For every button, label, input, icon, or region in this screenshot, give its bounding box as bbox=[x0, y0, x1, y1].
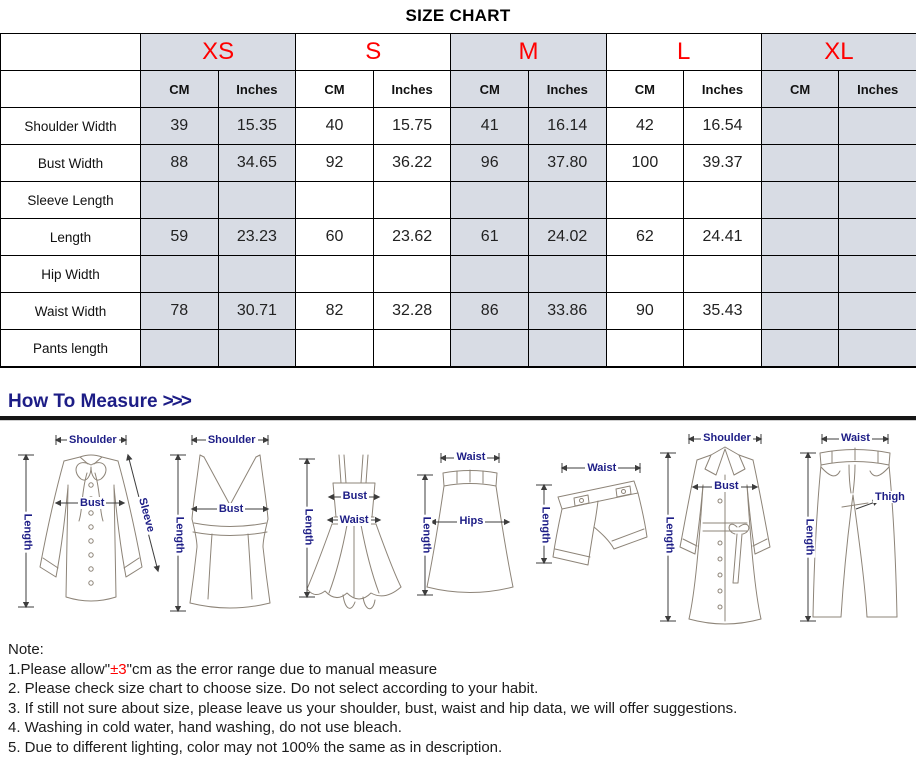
note-text: 5. Due to different lighting, color may not 100% the same as in description. bbox=[8, 739, 502, 756]
cell-bust-width-l-inches: 39.37 bbox=[684, 145, 762, 182]
row-label-waist-width: Waist Width bbox=[1, 293, 141, 330]
table-head bbox=[1, 34, 916, 108]
coat-outline bbox=[680, 447, 770, 624]
row-label-pants-length: Pants length bbox=[1, 330, 141, 368]
cell-length-s-cm: 60 bbox=[296, 219, 374, 256]
pants-length-label: Length bbox=[803, 517, 815, 558]
corner-blank-units bbox=[1, 71, 141, 108]
chevrons-icon: >>> bbox=[163, 391, 190, 412]
cell-pants-length-xs-cm bbox=[141, 330, 219, 368]
cell-hip-width-xs-inches bbox=[218, 256, 296, 293]
unit-header-l-cm: CM bbox=[606, 71, 684, 108]
cell-waist-width-l-cm: 90 bbox=[606, 293, 684, 330]
cell-waist-width-xl-cm bbox=[761, 293, 839, 330]
cell-sleeve-length-xs-cm bbox=[141, 182, 219, 219]
skirt-waist-label: Waist bbox=[454, 451, 487, 463]
note-item-1 bbox=[8, 660, 916, 680]
notes-section bbox=[8, 640, 916, 757]
figure-shorts bbox=[528, 427, 652, 631]
tank-bust-label: Bust bbox=[217, 503, 245, 515]
cell-shoulder-width-l-cm: 42 bbox=[606, 108, 684, 145]
cell-sleeve-length-l-inches bbox=[684, 182, 762, 219]
cell-hip-width-l-inches bbox=[684, 256, 762, 293]
row-label-shoulder-width: Shoulder Width bbox=[1, 108, 141, 145]
note-text: 2. Please check size chart to choose size. Do not select according to your habit. bbox=[8, 680, 538, 697]
pants-waist-label: Waist bbox=[839, 432, 872, 444]
cell-sleeve-length-m-inches bbox=[529, 182, 607, 219]
cell-shoulder-width-m-cm: 41 bbox=[451, 108, 529, 145]
skirt-hips-label: Hips bbox=[457, 515, 485, 527]
cell-hip-width-s-cm bbox=[296, 256, 374, 293]
unit-header-xl-cm: CM bbox=[761, 71, 839, 108]
cell-shoulder-width-l-inches: 16.54 bbox=[684, 108, 762, 145]
row-label-length: Length bbox=[1, 219, 141, 256]
figure-tank-top bbox=[166, 427, 294, 631]
note-item-2 bbox=[8, 679, 916, 699]
cell-length-l-cm: 62 bbox=[606, 219, 684, 256]
cell-bust-width-l-cm: 100 bbox=[606, 145, 684, 182]
table-body bbox=[1, 108, 916, 368]
unit-header-xl-inches: Inches bbox=[839, 71, 916, 108]
cell-sleeve-length-s-inches bbox=[373, 182, 451, 219]
cell-pants-length-xl-inches bbox=[839, 330, 916, 368]
blouse-length-label: Length bbox=[21, 512, 33, 553]
note-item-4 bbox=[8, 718, 916, 738]
cell-hip-width-xs-cm bbox=[141, 256, 219, 293]
cell-pants-length-l-inches bbox=[684, 330, 762, 368]
unit-header-xs-cm: CM bbox=[141, 71, 219, 108]
cell-hip-width-xl-inches bbox=[839, 256, 916, 293]
cell-hip-width-xl-cm bbox=[761, 256, 839, 293]
cell-length-s-inches: 23.62 bbox=[373, 219, 451, 256]
skirt-length-label: Length bbox=[421, 515, 433, 556]
blouse-shoulder-label: Shoulder bbox=[67, 434, 119, 446]
cell-length-xl-inches bbox=[839, 219, 916, 256]
dress-waist-label: Waist bbox=[338, 514, 371, 526]
row-label-hip-width: Hip Width bbox=[1, 256, 141, 293]
cell-waist-width-l-inches: 35.43 bbox=[684, 293, 762, 330]
pants-thigh-label: Thigh bbox=[873, 491, 907, 503]
figure-blouse bbox=[10, 427, 165, 631]
size-header-xl: XL bbox=[761, 34, 916, 71]
how-to-measure-text: How To Measure bbox=[8, 391, 158, 412]
cell-pants-length-xs-inches bbox=[218, 330, 296, 368]
cell-length-l-inches: 24.41 bbox=[684, 219, 762, 256]
row-label-sleeve-length: Sleeve Length bbox=[1, 182, 141, 219]
cell-pants-length-m-cm bbox=[451, 330, 529, 368]
cell-shoulder-width-xl-cm bbox=[761, 108, 839, 145]
cell-bust-width-m-cm: 96 bbox=[451, 145, 529, 182]
cell-waist-width-xs-inches: 30.71 bbox=[218, 293, 296, 330]
note-highlight: ±3 bbox=[110, 661, 127, 678]
dress-length-label: Length bbox=[302, 507, 314, 548]
cell-hip-width-s-inches bbox=[373, 256, 451, 293]
cell-bust-width-xl-inches bbox=[839, 145, 916, 182]
tank-outline bbox=[190, 455, 270, 608]
note-item-5 bbox=[8, 738, 916, 757]
cell-length-m-inches: 24.02 bbox=[529, 219, 607, 256]
blouse-sleeve-label: Sleeve bbox=[136, 495, 158, 536]
cell-bust-width-xl-cm bbox=[761, 145, 839, 182]
cell-hip-width-l-cm bbox=[606, 256, 684, 293]
dress-bust-label: Bust bbox=[341, 490, 369, 502]
tank-shoulder-label: Shoulder bbox=[206, 434, 258, 446]
cell-length-xl-cm bbox=[761, 219, 839, 256]
cell-bust-width-s-inches: 36.22 bbox=[373, 145, 451, 182]
size-chart-page bbox=[0, 6, 916, 757]
blouse-outline bbox=[40, 455, 142, 601]
size-header-l: L bbox=[606, 34, 761, 71]
unit-header-m-cm: CM bbox=[451, 71, 529, 108]
note-text: 4. Washing in cold water, hand washing, do not use bleach. bbox=[8, 719, 402, 736]
measurement-figures bbox=[0, 421, 916, 631]
figure-coat bbox=[653, 427, 793, 631]
unit-header-l-inches: Inches bbox=[684, 71, 762, 108]
cell-bust-width-s-cm: 92 bbox=[296, 145, 374, 182]
figure-strap-dress bbox=[295, 427, 413, 631]
how-to-measure-heading bbox=[8, 391, 916, 413]
cell-waist-width-s-cm: 82 bbox=[296, 293, 374, 330]
page-title: SIZE CHART bbox=[0, 6, 916, 26]
cell-length-xs-cm: 59 bbox=[141, 219, 219, 256]
figure-skirt bbox=[413, 427, 527, 631]
cell-waist-width-xs-cm: 78 bbox=[141, 293, 219, 330]
coat-shoulder-label: Shoulder bbox=[701, 432, 753, 444]
unit-header-xs-inches: Inches bbox=[218, 71, 296, 108]
cell-sleeve-length-xl-cm bbox=[761, 182, 839, 219]
cell-bust-width-m-inches: 37.80 bbox=[529, 145, 607, 182]
cell-sleeve-length-m-cm bbox=[451, 182, 529, 219]
cell-shoulder-width-s-inches: 15.75 bbox=[373, 108, 451, 145]
row-label-bust-width: Bust Width bbox=[1, 145, 141, 182]
cell-pants-length-s-inches bbox=[373, 330, 451, 368]
cell-sleeve-length-xs-inches bbox=[218, 182, 296, 219]
note-text: 1.Please allow" bbox=[8, 661, 110, 678]
cell-sleeve-length-s-cm bbox=[296, 182, 374, 219]
cell-waist-width-s-inches: 32.28 bbox=[373, 293, 451, 330]
shorts-length-label: Length bbox=[540, 505, 552, 546]
unit-header-s-inches: Inches bbox=[373, 71, 451, 108]
cell-pants-length-s-cm bbox=[296, 330, 374, 368]
blouse-bust-label: Bust bbox=[78, 497, 106, 509]
cell-shoulder-width-xl-inches bbox=[839, 108, 916, 145]
cell-waist-width-m-cm: 86 bbox=[451, 293, 529, 330]
cell-sleeve-length-l-cm bbox=[606, 182, 684, 219]
cell-hip-width-m-cm bbox=[451, 256, 529, 293]
size-header-s: S bbox=[296, 34, 451, 71]
figure-pants bbox=[794, 427, 906, 631]
cell-bust-width-xs-inches: 34.65 bbox=[218, 145, 296, 182]
cell-pants-length-l-cm bbox=[606, 330, 684, 368]
corner-blank-top bbox=[1, 34, 141, 71]
cell-length-m-cm: 61 bbox=[451, 219, 529, 256]
shorts-outline bbox=[553, 481, 647, 565]
cell-pants-length-m-inches bbox=[529, 330, 607, 368]
tank-length-label: Length bbox=[173, 515, 185, 556]
cell-length-xs-inches: 23.23 bbox=[218, 219, 296, 256]
cell-waist-width-m-inches: 33.86 bbox=[529, 293, 607, 330]
unit-header-m-inches: Inches bbox=[529, 71, 607, 108]
note-text: "cm as the error range due to manual measure bbox=[127, 661, 437, 678]
cell-shoulder-width-xs-cm: 39 bbox=[141, 108, 219, 145]
dress-outline bbox=[307, 455, 401, 609]
cell-bust-width-xs-cm: 88 bbox=[141, 145, 219, 182]
notes-list bbox=[8, 660, 916, 757]
unit-header-s-cm: CM bbox=[296, 71, 374, 108]
cell-waist-width-xl-inches bbox=[839, 293, 916, 330]
cell-hip-width-m-inches bbox=[529, 256, 607, 293]
cell-pants-length-xl-cm bbox=[761, 330, 839, 368]
coat-bust-label: Bust bbox=[712, 480, 740, 492]
shorts-waist-label: Waist bbox=[585, 462, 618, 474]
size-header-xs: XS bbox=[141, 34, 296, 71]
notes-heading: Note: bbox=[8, 640, 916, 660]
note-text: 3. If still not sure about size, please leave us your shoulder, bust, waist and hip data, we will offer suggestions. bbox=[8, 700, 737, 717]
size-chart-table bbox=[0, 33, 916, 368]
cell-sleeve-length-xl-inches bbox=[839, 182, 916, 219]
cell-shoulder-width-s-cm: 40 bbox=[296, 108, 374, 145]
skirt-outline bbox=[427, 470, 513, 593]
cell-shoulder-width-xs-inches: 15.35 bbox=[218, 108, 296, 145]
coat-length-label: Length bbox=[663, 515, 675, 556]
cell-shoulder-width-m-inches: 16.14 bbox=[529, 108, 607, 145]
size-header-m: M bbox=[451, 34, 606, 71]
note-item-3 bbox=[8, 699, 916, 719]
pants-outline bbox=[813, 448, 897, 617]
